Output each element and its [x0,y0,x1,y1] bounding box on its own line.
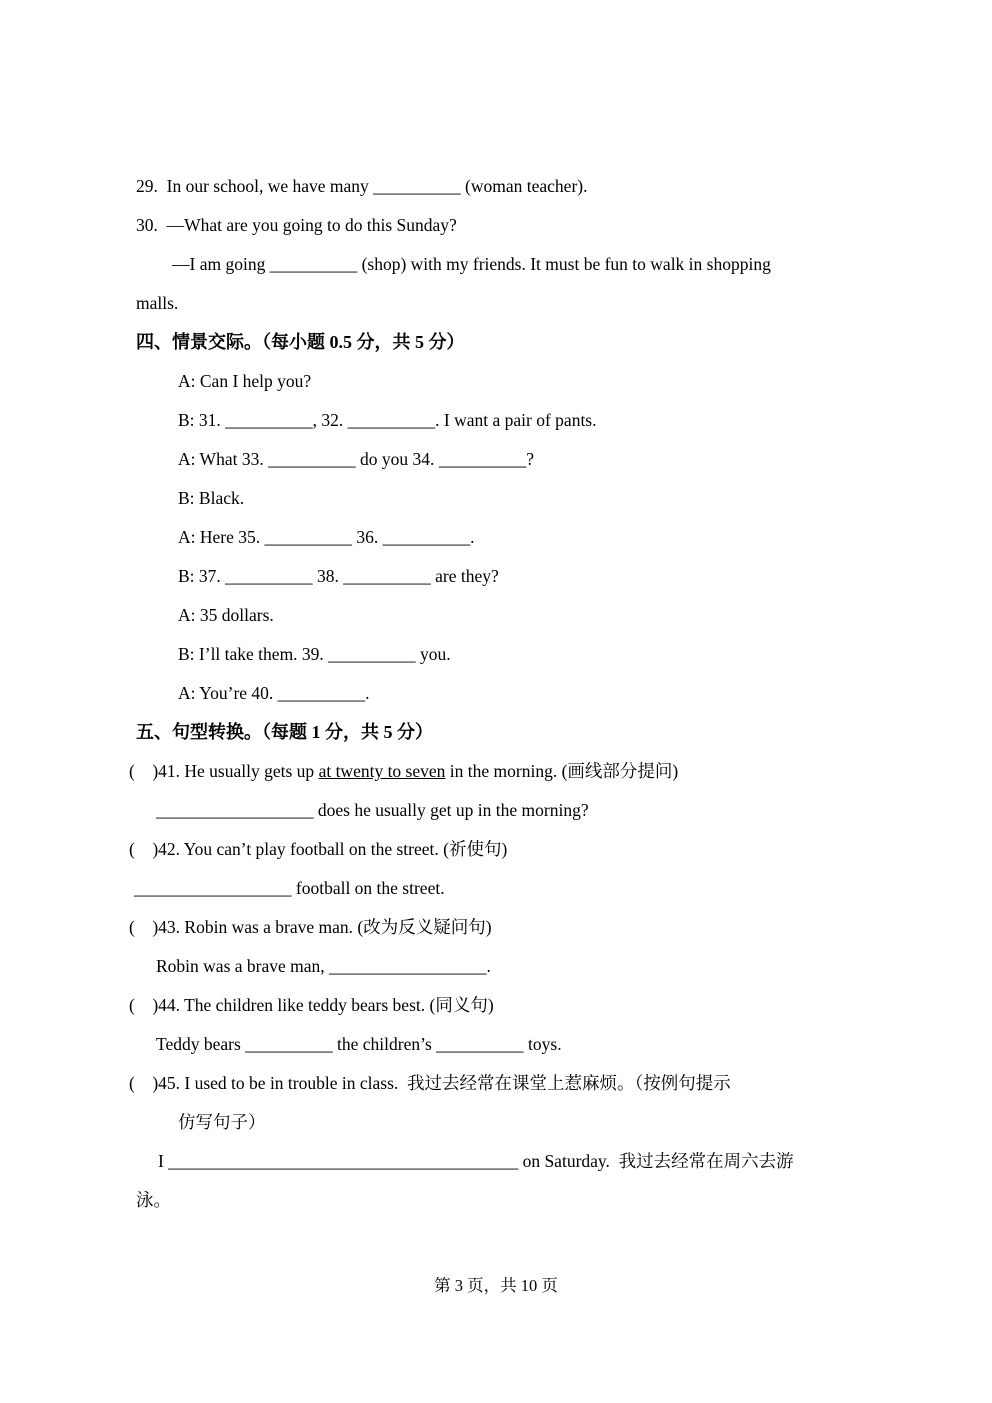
dialogue-line-7: A: 35 dollars. [178,605,274,625]
question-30: 30. —What are you going to do this Sunday? [136,215,457,235]
question-45-answer-continued: 泳。 [136,1190,171,1210]
question-41 [0,752,992,791]
dialogue-line-2: B: 31. __________, 32. __________. I want a pair of pants. [178,410,597,430]
question-43: ( )43. Robin was a brave man. (改为反义疑问句) [129,917,492,937]
dialogue-line-9: A: You’re 40. __________. [178,683,370,703]
question-41-suffix: in the morning. (画线部分提问) [445,761,679,781]
dialogue-line-1: A: Can I help you? [178,371,312,391]
question-43-answer-line: Robin was a brave man, __________________. [156,956,491,976]
question-42: ( )42. You can’t play football on the street. (祈使句) [129,839,508,859]
question-41-prefix: ( )41. He usually gets up [129,761,319,781]
question-30-reply: —I am going __________ (shop) with my friends. It must be fun to walk in shopping [172,254,771,274]
question-30-reply-continued: malls. [136,293,179,313]
question-41-answer-line: __________________ does he usually get up in the morning? [156,800,589,820]
question-45-answer-line: I ________________________________________ on Saturday. 我过去经常在周六去游 [158,1151,794,1171]
dialogue-line-8: B: I’ll take them. 39. __________ you. [178,644,451,664]
question-42-answer-line: __________________ football on the street. [134,878,445,898]
question-44: ( )44. The children like teddy bears best. (同义句) [129,995,494,1015]
section-5-heading: 五、句型转换。（每题 1 分，共 5 分） [136,722,433,742]
question-29: 29. In our school, we have many __________ (woman teacher). [136,176,588,196]
question-45-continued: 仿写句子） [178,1112,266,1132]
section-4-heading: 四、情景交际。（每小题 0.5 分，共 5 分） [136,332,465,352]
page-footer: 第 3 页，共 10 页 [434,1276,558,1295]
dialogue-line-4: B: Black. [178,488,245,508]
question-44-answer-line: Teddy bears __________ the children’s __________ toys. [156,1034,562,1054]
dialogue-line-5: A: Here 35. __________ 36. __________. [178,527,475,547]
question-45: ( )45. I used to be in trouble in class. 我过去经常在课堂上惹麻烦。（按例句提示 [129,1073,731,1093]
question-41-underlined-phrase: at twenty to seven [318,761,446,781]
exam-body [0,167,992,1220]
dialogue-line-3: A: What 33. __________ do you 34. __________? [178,449,534,469]
dialogue-line-6: B: 37. __________ 38. __________ are they? [178,566,499,586]
